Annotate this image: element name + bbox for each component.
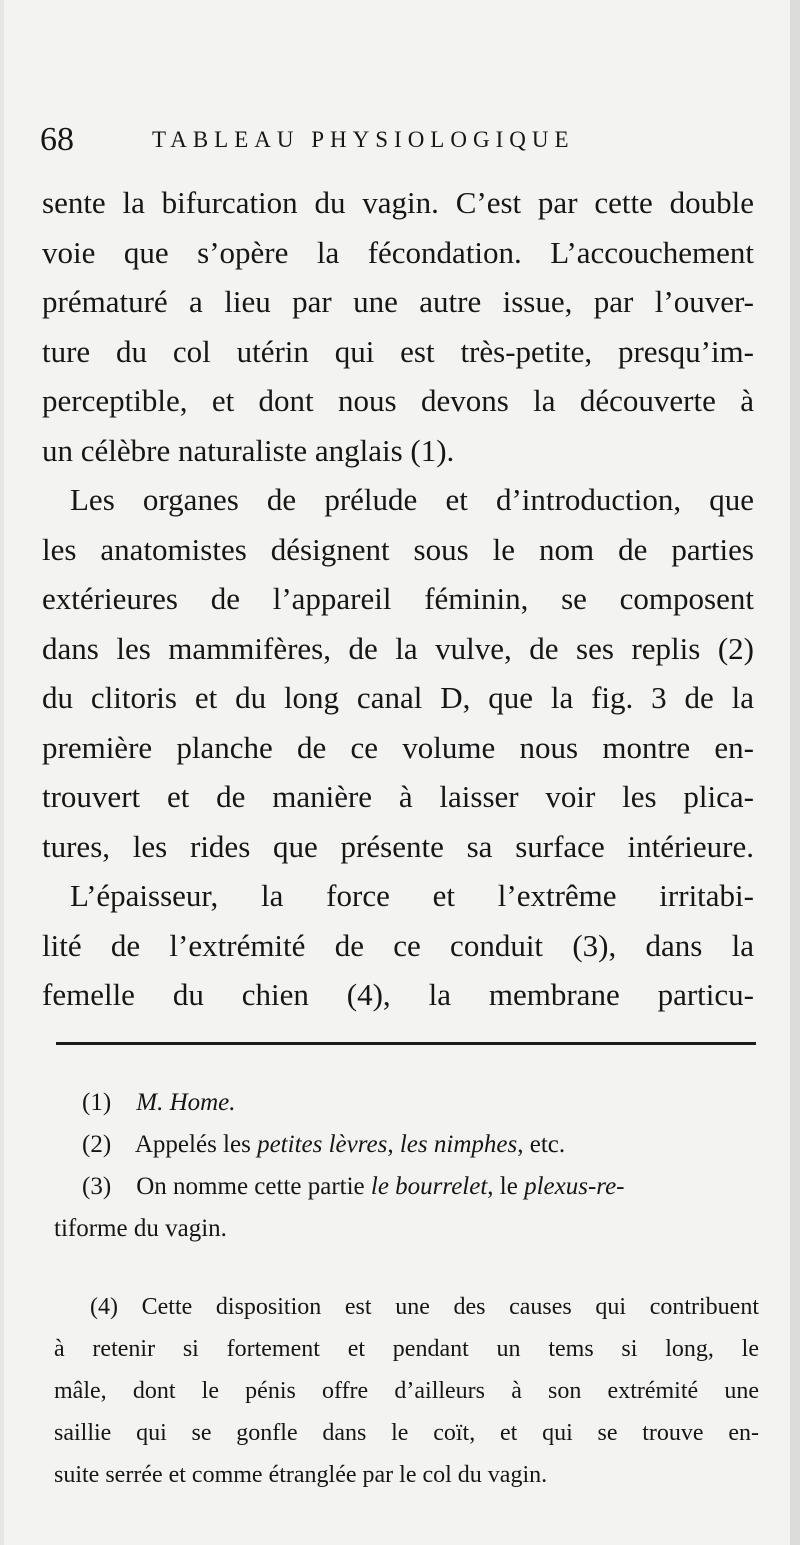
footnote-italic: plexus-re- <box>524 1173 625 1200</box>
text-line: trouvert et de manière à laisser voir les plica- <box>42 779 754 814</box>
footnote-line: suite serrée et comme étranglée par le col du vagin. <box>54 1462 548 1488</box>
text-line: femelle du chien (4), la membrane particu- <box>42 977 754 1012</box>
text-line: extérieures de l’appareil féminin, se composent <box>42 581 754 616</box>
text-line: prématuré a lieu par une autre issue, par l’ouver- <box>42 284 754 319</box>
text-line: dans les mammifères, de la vulve, de ses replis (2) <box>42 630 754 666</box>
footnote-text: , etc. <box>517 1131 566 1158</box>
page-number: 68 <box>40 121 74 158</box>
page-header <box>40 118 780 162</box>
footnote-text: , <box>387 1131 400 1158</box>
footnote-text: On nomme cette partie <box>136 1173 371 1200</box>
footnote-italic: petites lèvres <box>257 1131 388 1158</box>
text-line: sente la bifurcation du vagin. C’est par cette double <box>42 185 754 220</box>
footnote-line: à retenir si fortement et pendant un tems si long, le <box>54 1336 759 1362</box>
footnote-mark: (3) <box>82 1173 112 1200</box>
text-line: un célèbre naturaliste anglais (1). <box>42 432 455 468</box>
text-line: tures, les rides que présente sa surface intérieure. <box>42 828 754 864</box>
footnote-line: (4) Cette disposition est une des causes qui contribuent <box>90 1294 759 1320</box>
running-title: TABLEAU PHYSIOLOGIQUE <box>152 127 575 152</box>
text-line: Les organes de prélude et d’introduction, que <box>70 482 754 517</box>
footnote-italic: les nimphes <box>399 1131 518 1158</box>
footnote-2 <box>54 1124 759 1166</box>
text-line: voie que s’opère la fécondation. L’accouchement <box>42 234 754 270</box>
footnote-3-continuation <box>54 1208 759 1250</box>
text-line: lité de l’extrémité de ce conduit (3), dans la <box>42 927 754 963</box>
text-line: du clitoris et du long canal D, que la fig. 3 de la <box>42 680 754 715</box>
footnote-line: mâle, dont le pénis offre d’ailleurs à son extrémité une <box>54 1378 759 1404</box>
main-text <box>42 178 754 1020</box>
footnote-1 <box>54 1082 759 1124</box>
text-line: perceptible, et dont nous devons la découverte à <box>42 383 754 418</box>
footnote-italic: tiforme <box>54 1215 128 1242</box>
footnote-4 <box>54 1286 759 1496</box>
text-line: les anatomistes désignent sous le nom de parties <box>42 531 754 567</box>
footnote-text: du vagin. <box>127 1215 227 1242</box>
footnote-text: , le <box>487 1173 525 1200</box>
text-line: première planche de ce volume nous montre en- <box>42 729 754 765</box>
text-line: L’épaisseur, la force et l’extrême irritabi- <box>70 878 754 913</box>
footnote-mark: (2) <box>82 1131 112 1158</box>
footnote-line: saillie qui se gonfle dans le coït, et qui se trouve en- <box>54 1420 759 1446</box>
footnote-text: M. Home. <box>136 1089 236 1116</box>
footnote-rule <box>56 1042 756 1045</box>
footnote-3 <box>54 1166 759 1208</box>
footnotes <box>54 1082 759 1496</box>
footnote-text: Appelés les <box>134 1131 258 1158</box>
footnote-italic: le bourrelet <box>370 1173 488 1200</box>
text-line: ture du col utérin qui est très-petite, presqu’im- <box>42 333 754 369</box>
footnote-mark: (1) <box>82 1089 112 1116</box>
